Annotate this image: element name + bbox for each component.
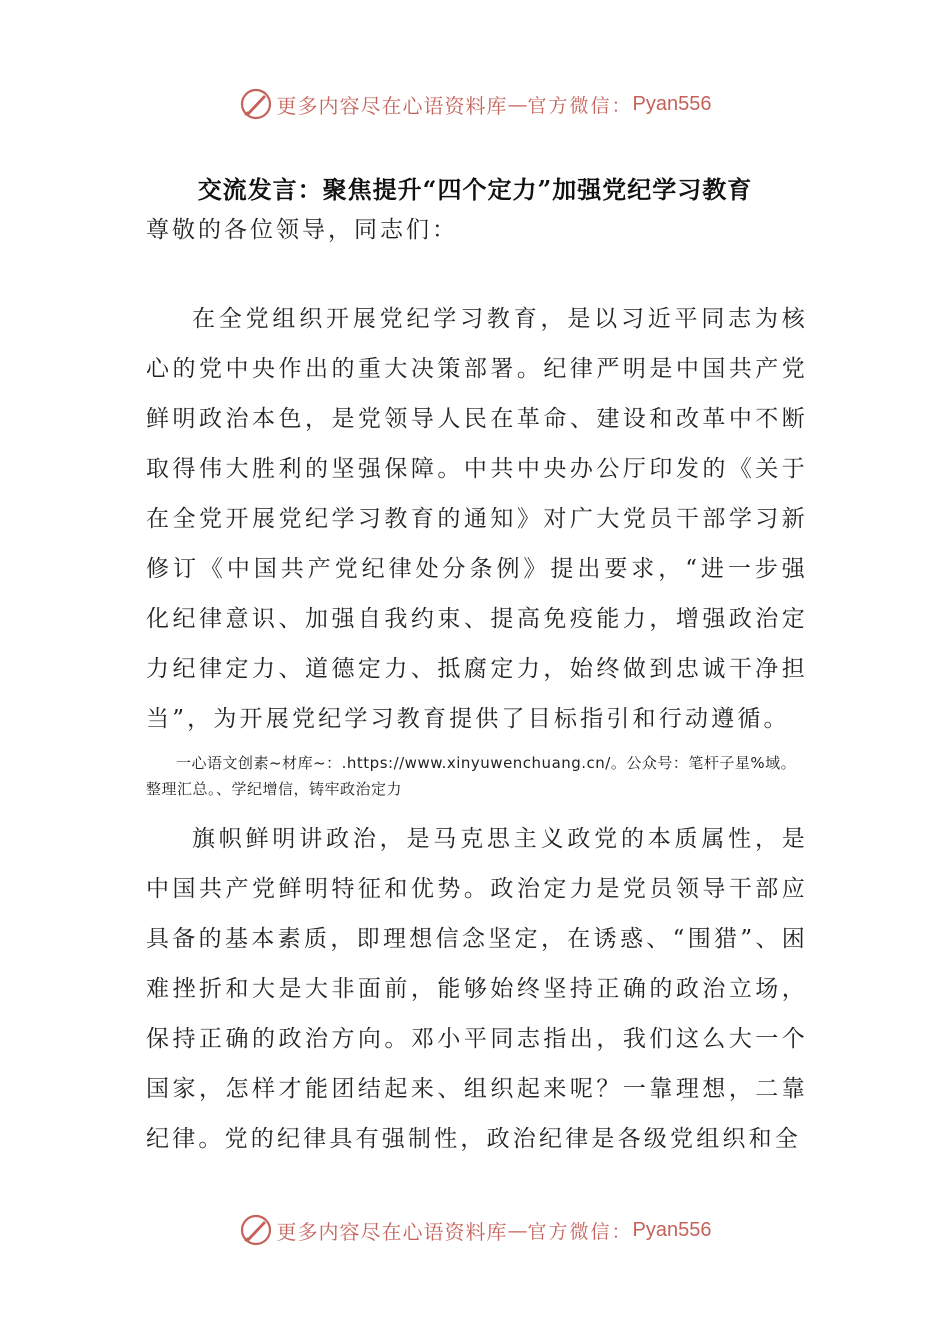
banner-text: 更多内容尽在心语资料库 bbox=[276, 93, 508, 118]
salutation: 尊敬的各位领导，同志们： bbox=[146, 217, 458, 243]
banner-separator: — bbox=[507, 92, 528, 116]
banner-separator: — bbox=[507, 1218, 528, 1242]
document-title: 交流发言：聚焦提升“四个定力”加强党纪学习教育 bbox=[197, 175, 753, 204]
footer-banner bbox=[0, 1210, 950, 1250]
quill-logo-icon bbox=[239, 1213, 273, 1247]
banner-wechat-id: Pyan556 bbox=[632, 92, 712, 115]
source-note: 一心语文创素~材库~：.https://www.xinyuwenchuang.cn/。公众号：笔杆子星%域。整理汇总。、学纪增信，铸牢政治定力 bbox=[146, 754, 797, 798]
header-banner bbox=[0, 84, 950, 124]
banner-wechat-label: 官方微信： bbox=[527, 1220, 633, 1243]
banner-wechat-label: 官方微信： bbox=[527, 94, 633, 117]
quill-logo-icon bbox=[239, 87, 273, 121]
paragraph-1: 在全党组织开展党纪学习教育，是以习近平同志为核心的党中央作出的重大决策部署。纪律严明是中国共产党鲜明政治本色，是党领导人民在革命、建设和改革中不断取得伟大胜利的坚强保障。中共中央办公厅印发的《关于在全党开展党纪学习教育的通知》对广大党员干部学习新修订《中国共产党纪律处分条例》提出要求，“进一步强化纪律意识、加强自我约束、提高免疫能力，增强政治定力纪律定力、道德定力、抵腐定力，始终做到忠诚干净担当”，为开展党纪学习教育提供了目标指引和行动遵循。 bbox=[146, 306, 808, 732]
banner-wechat-id: Pyan556 bbox=[632, 1218, 712, 1241]
banner-text: 更多内容尽在心语资料库 bbox=[276, 1219, 508, 1244]
paragraph-2: 旗帜鲜明讲政治，是马克思主义政党的本质属性，是中国共产党鲜明特征和优势。政治定力是党员领导干部应具备的基本素质，即理想信念坚定，在诱惑、“围猎”、困难挫折和大是大非面前，能够始终坚持正确的政治立场，保持正确的政治方向。邓小平同志指出，我们这么大一个国家，怎样才能团结起来、组织起来呢？一靠理想，二靠纪律。党的纪律具有强制性，政治纪律是各级党组织和全 bbox=[146, 826, 808, 1152]
